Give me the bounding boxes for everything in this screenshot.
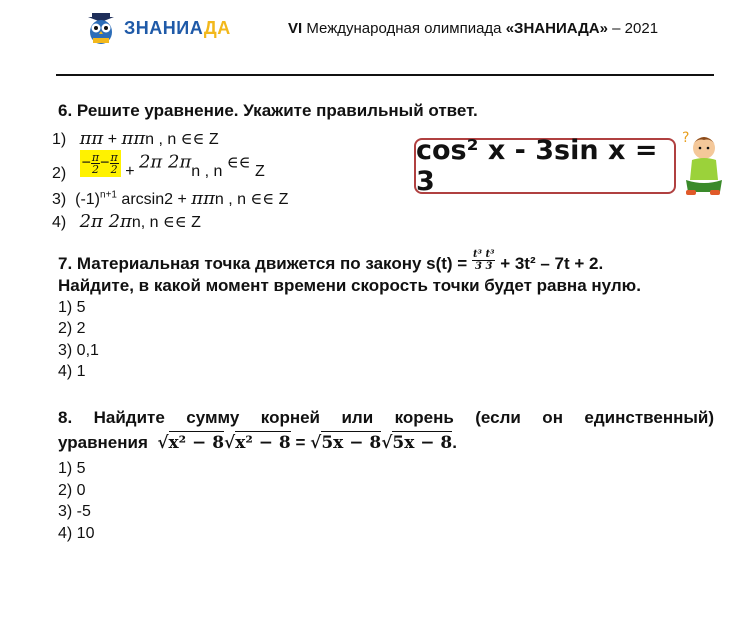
logo-text: ЗНАНИАДА: [124, 17, 231, 38]
header-title: VI Международная олимпиада «ЗНАНИАДА» – 2021: [288, 20, 659, 37]
q7-answer-3: 3) 0,1: [58, 342, 99, 359]
q8-answer-2: 2) 0: [58, 482, 86, 499]
q8-answer-4: 4) 10: [58, 525, 95, 542]
highlight: − $\frac{\pi}{2}$ − $\frac{\pi}{2}$: [80, 150, 121, 177]
q6-answer-3: 3) $(-1)^{n+1}$ arcsin2 + ππn , n ∈∈ Z: [52, 188, 289, 209]
q8-answer-1: 1) 5: [58, 460, 86, 477]
question-8-line1: 8. Найдите сумму корней или корень (если он единственный): [58, 408, 714, 427]
q6-answer-1: 1) ππ + ππn , n ∈∈ Z: [52, 128, 219, 149]
thinking-boy-icon: [676, 128, 728, 200]
logo: [84, 12, 231, 44]
question-7-line1: 7. Материальная точка движется по закону s(t) = $\frac{\text{t³ t³}}{3 3}$ + 3t² – 7t + 2.: [58, 249, 604, 273]
q7-answer-1: 1) 5: [58, 299, 86, 316]
question-6-title: 6. Решите уравнение. Укажите правильный ответ.: [58, 101, 478, 120]
q6-answer-2: 2) − $\frac{\pi}{2}$ − $\frac{\pi}{2}$ + 2π 2πn , n ∈∈ Z: [52, 151, 265, 182]
question-8-line2: уравнения √x² − 8√x² − 8 = √5x − 8√5x − 8.: [58, 433, 457, 453]
svg-text:?: ?: [682, 130, 690, 146]
owl-mascot-icon: [84, 11, 118, 45]
equation-box: cos² x - 3sin x = 3: [414, 138, 676, 194]
q7-answer-2: 2) 2: [58, 320, 86, 337]
q7-answer-4: 4) 1: [58, 363, 86, 380]
q6-answer-4: 4) 2π 2πn, n ∈∈ Z: [52, 211, 201, 232]
q8-answer-3: 3) -5: [58, 503, 91, 520]
divider: [56, 74, 714, 76]
question-7-line2: Найдите, в какой момент времени скорость точки будет равна нулю.: [58, 276, 641, 295]
